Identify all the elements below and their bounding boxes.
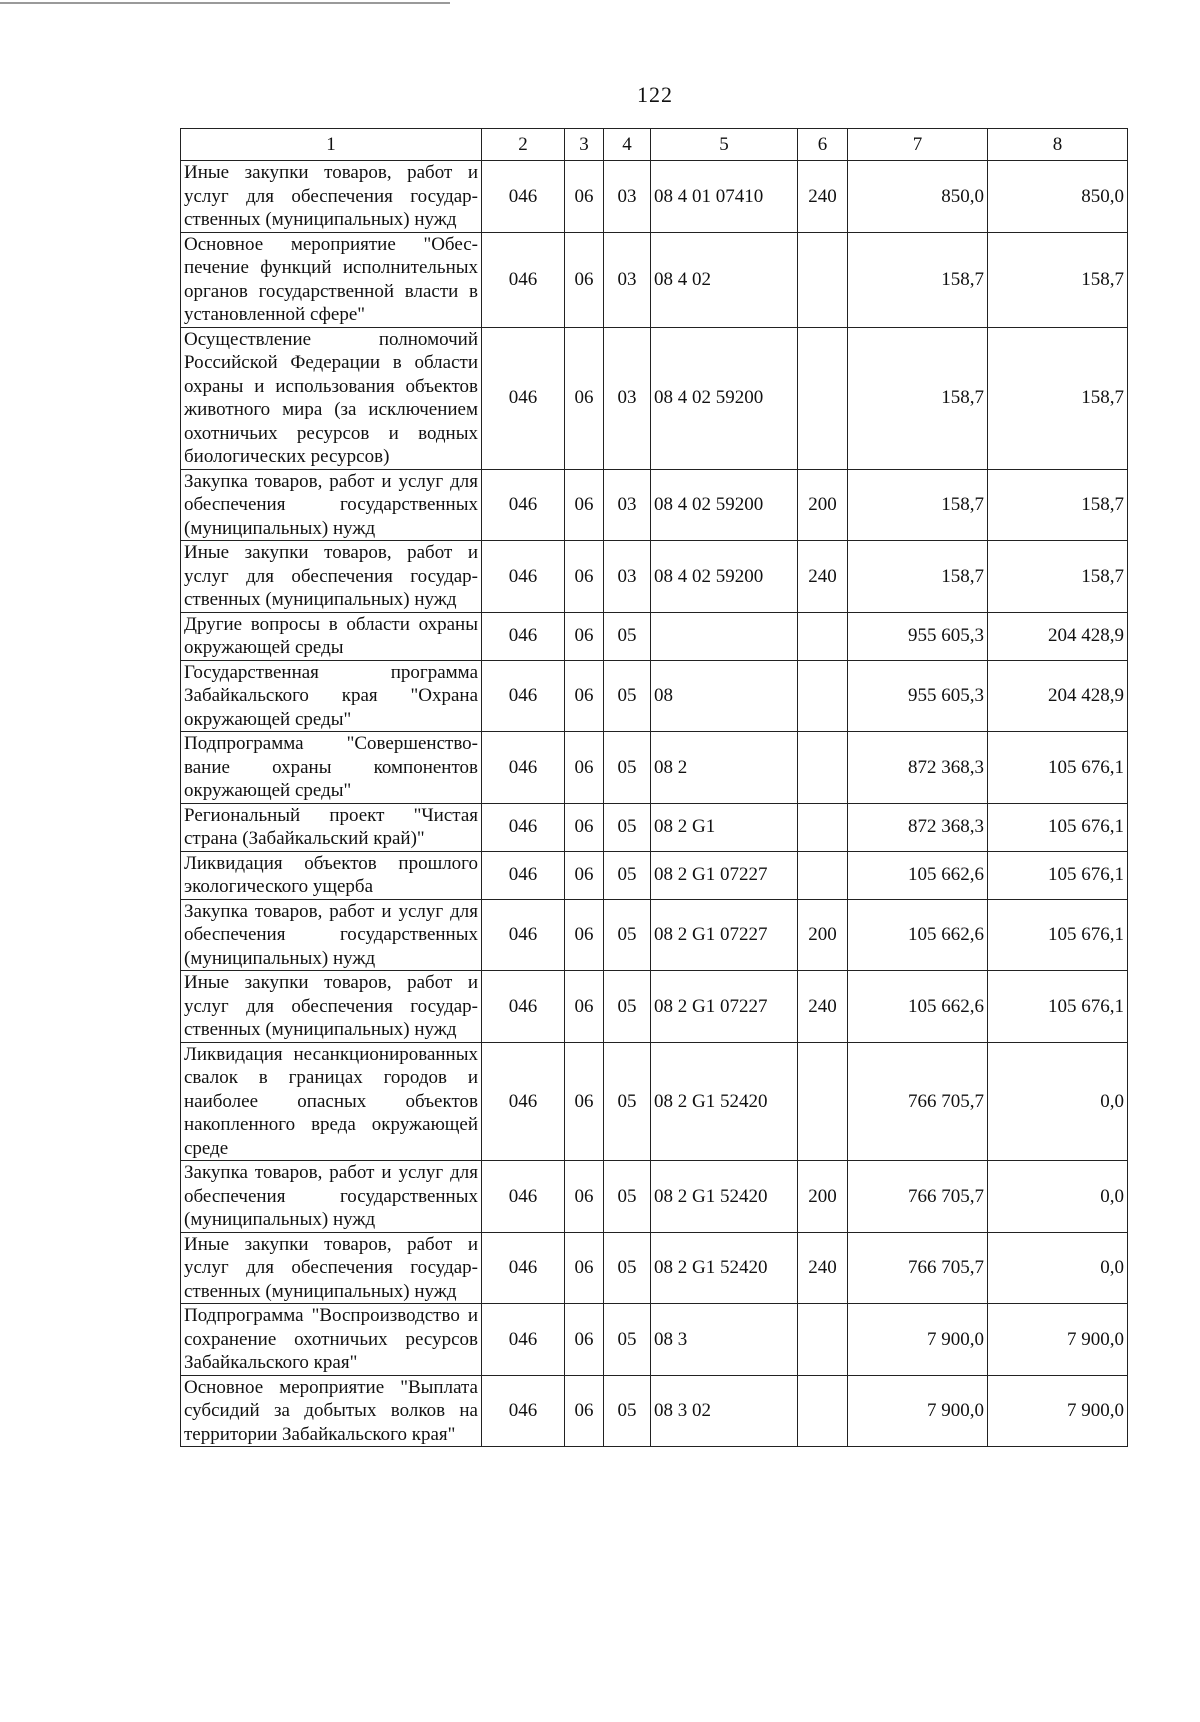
target-code: 08 4 01 07410 xyxy=(651,161,798,233)
expense-type-code xyxy=(798,1304,848,1376)
item-name: Другие вопросы в области охраны окружающей среды xyxy=(181,612,482,660)
amount-col7: 7 900,0 xyxy=(848,1304,988,1376)
amount-col7: 158,7 xyxy=(848,232,988,327)
amount-col8: 850,0 xyxy=(988,161,1128,233)
ministry-code: 046 xyxy=(482,1232,565,1304)
target-code: 08 4 02 59200 xyxy=(651,541,798,613)
section-code: 06 xyxy=(565,732,604,804)
subsection-code: 05 xyxy=(604,660,651,732)
amount-col7: 158,7 xyxy=(848,469,988,541)
subsection-code: 03 xyxy=(604,469,651,541)
ministry-code: 046 xyxy=(482,1042,565,1161)
target-code: 08 2 G1 07227 xyxy=(651,899,798,971)
target-code: 08 2 G1 07227 xyxy=(651,851,798,899)
target-code: 08 2 xyxy=(651,732,798,804)
item-name: Ликвидация объектов прошлого экологического ущерба xyxy=(181,851,482,899)
subsection-code: 05 xyxy=(604,612,651,660)
expense-type-code xyxy=(798,660,848,732)
table-row xyxy=(181,469,1128,541)
expense-type-code xyxy=(798,612,848,660)
expense-type-code: 200 xyxy=(798,899,848,971)
item-name: Иные закупки товаров, работ и услуг для обеспечения государственных (муниципальных) нужд xyxy=(181,971,482,1043)
amount-col7: 766 705,7 xyxy=(848,1232,988,1304)
subsection-code: 03 xyxy=(604,161,651,233)
section-code: 06 xyxy=(565,232,604,327)
amount-col8: 0,0 xyxy=(988,1232,1128,1304)
table-row xyxy=(181,232,1128,327)
section-code: 06 xyxy=(565,851,604,899)
column-header: 2 xyxy=(482,129,565,161)
target-code: 08 xyxy=(651,660,798,732)
ministry-code: 046 xyxy=(482,1304,565,1376)
subsection-code: 05 xyxy=(604,899,651,971)
section-code: 06 xyxy=(565,161,604,233)
amount-col7: 105 662,6 xyxy=(848,851,988,899)
amount-col8: 105 676,1 xyxy=(988,899,1128,971)
column-header: 6 xyxy=(798,129,848,161)
expense-type-code: 240 xyxy=(798,161,848,233)
expense-type-code: 240 xyxy=(798,541,848,613)
expense-type-code xyxy=(798,1375,848,1447)
table-row xyxy=(181,1375,1128,1447)
item-name: Иные закупки товаров, работ и услуг для обеспечения государственных (муниципальных) нужд xyxy=(181,541,482,613)
table-row xyxy=(181,1042,1128,1161)
target-code: 08 3 02 xyxy=(651,1375,798,1447)
section-code: 06 xyxy=(565,660,604,732)
expense-type-code xyxy=(798,232,848,327)
ministry-code: 046 xyxy=(482,541,565,613)
amount-col8: 158,7 xyxy=(988,541,1128,613)
table-row xyxy=(181,161,1128,233)
target-code: 08 3 xyxy=(651,1304,798,1376)
subsection-code: 05 xyxy=(604,1232,651,1304)
ministry-code: 046 xyxy=(482,1161,565,1233)
amount-col7: 766 705,7 xyxy=(848,1161,988,1233)
ministry-code: 046 xyxy=(482,327,565,469)
expense-type-code xyxy=(798,803,848,851)
item-name: Ликвидация несанкционированных свалок в границах городов и наиболее опасных объектов накопленного вреда окружающей среде xyxy=(181,1042,482,1161)
item-name: Закупка товаров, работ и услуг для обеспечения государственных (муниципальных) нужд xyxy=(181,1161,482,1233)
amount-col8: 7 900,0 xyxy=(988,1304,1128,1376)
page-number: 122 xyxy=(637,82,673,107)
expense-type-code: 200 xyxy=(798,469,848,541)
item-name: Иные закупки товаров, работ и услуг для обеспечения государственных (муниципальных) нужд xyxy=(181,161,482,233)
amount-col7: 158,7 xyxy=(848,541,988,613)
amount-col8: 158,7 xyxy=(988,327,1128,469)
subsection-code: 05 xyxy=(604,803,651,851)
table-body xyxy=(181,161,1128,1447)
header-row xyxy=(181,129,1128,161)
table-row xyxy=(181,971,1128,1043)
amount-col7: 872 368,3 xyxy=(848,732,988,804)
expense-type-code xyxy=(798,851,848,899)
ministry-code: 046 xyxy=(482,232,565,327)
column-header: 5 xyxy=(651,129,798,161)
top-border-line xyxy=(0,2,450,4)
section-code: 06 xyxy=(565,1304,604,1376)
ministry-code: 046 xyxy=(482,899,565,971)
table-row xyxy=(181,1161,1128,1233)
amount-col8: 158,7 xyxy=(988,232,1128,327)
target-code: 08 4 02 59200 xyxy=(651,327,798,469)
section-code: 06 xyxy=(565,971,604,1043)
amount-col7: 955 605,3 xyxy=(848,612,988,660)
ministry-code: 046 xyxy=(482,1375,565,1447)
item-name: Подпрограмма "Воспроизводство и сохранение охотничьих ресурсов Забайкальского края" xyxy=(181,1304,482,1376)
budget-table xyxy=(180,128,1128,1447)
amount-col7: 872 368,3 xyxy=(848,803,988,851)
section-code: 06 xyxy=(565,803,604,851)
section-code: 06 xyxy=(565,541,604,613)
item-name: Иные закупки товаров, работ и услуг для обеспечения государственных (муниципальных) нужд xyxy=(181,1232,482,1304)
section-code: 06 xyxy=(565,1375,604,1447)
subsection-code: 05 xyxy=(604,1042,651,1161)
column-header: 8 xyxy=(988,129,1128,161)
subsection-code: 05 xyxy=(604,732,651,804)
ministry-code: 046 xyxy=(482,971,565,1043)
item-name: Осуществление полномочий Российской Федерации в области охраны и использования объектов животного мира (за исключением охотничьих ресурсов и водных биологических ресурсов) xyxy=(181,327,482,469)
table-row xyxy=(181,1232,1128,1304)
target-code xyxy=(651,612,798,660)
table-row xyxy=(181,1304,1128,1376)
table-row xyxy=(181,660,1128,732)
target-code: 08 2 G1 52420 xyxy=(651,1232,798,1304)
subsection-code: 05 xyxy=(604,971,651,1043)
section-code: 06 xyxy=(565,469,604,541)
ministry-code: 046 xyxy=(482,851,565,899)
ministry-code: 046 xyxy=(482,161,565,233)
amount-col8: 7 900,0 xyxy=(988,1375,1128,1447)
subsection-code: 05 xyxy=(604,1161,651,1233)
ministry-code: 046 xyxy=(482,660,565,732)
amount-col8: 105 676,1 xyxy=(988,803,1128,851)
table-row xyxy=(181,803,1128,851)
subsection-code: 05 xyxy=(604,1304,651,1376)
expense-type-code: 240 xyxy=(798,971,848,1043)
item-name: Закупка товаров, работ и услуг для обеспечения государственных (муниципальных) нужд xyxy=(181,899,482,971)
section-code: 06 xyxy=(565,1042,604,1161)
expense-type-code: 200 xyxy=(798,1161,848,1233)
item-name: Основное мероприятие "Выплата субсидий за добытых волков на территории Забайкальского края" xyxy=(181,1375,482,1447)
table-row xyxy=(181,327,1128,469)
section-code: 06 xyxy=(565,327,604,469)
table-row xyxy=(181,732,1128,804)
target-code: 08 2 G1 xyxy=(651,803,798,851)
expense-type-code xyxy=(798,732,848,804)
amount-col7: 158,7 xyxy=(848,327,988,469)
column-header: 7 xyxy=(848,129,988,161)
amount-col7: 955 605,3 xyxy=(848,660,988,732)
amount-col7: 766 705,7 xyxy=(848,1042,988,1161)
item-name: Закупка товаров, работ и услуг для обеспечения государственных (муниципальных) нужд xyxy=(181,469,482,541)
amount-col8: 105 676,1 xyxy=(988,971,1128,1043)
ministry-code: 046 xyxy=(482,469,565,541)
subsection-code: 05 xyxy=(604,1375,651,1447)
item-name: Подпрограмма "Совершенствование охраны компонентов окружающей среды" xyxy=(181,732,482,804)
target-code: 08 4 02 59200 xyxy=(651,469,798,541)
subsection-code: 03 xyxy=(604,327,651,469)
table-row xyxy=(181,899,1128,971)
item-name: Региональный проект "Чистая страна (Забайкальский край)" xyxy=(181,803,482,851)
subsection-code: 03 xyxy=(604,541,651,613)
target-code: 08 2 G1 07227 xyxy=(651,971,798,1043)
subsection-code: 05 xyxy=(604,851,651,899)
section-code: 06 xyxy=(565,612,604,660)
table-row xyxy=(181,541,1128,613)
target-code: 08 2 G1 52420 xyxy=(651,1042,798,1161)
item-name: Основное мероприятие "Обеспечение функций исполнительных органов государственной власти в установленной сфере" xyxy=(181,232,482,327)
amount-col7: 105 662,6 xyxy=(848,971,988,1043)
amount-col7: 7 900,0 xyxy=(848,1375,988,1447)
ministry-code: 046 xyxy=(482,612,565,660)
column-header: 1 xyxy=(181,129,482,161)
target-code: 08 2 G1 52420 xyxy=(651,1161,798,1233)
section-code: 06 xyxy=(565,899,604,971)
amount-col8: 105 676,1 xyxy=(988,732,1128,804)
ministry-code: 046 xyxy=(482,803,565,851)
amount-col8: 204 428,9 xyxy=(988,660,1128,732)
column-header: 4 xyxy=(604,129,651,161)
expense-type-code xyxy=(798,1042,848,1161)
ministry-code: 046 xyxy=(482,732,565,804)
item-name: Государственная программа Забайкальского края "Охрана окружающей среды" xyxy=(181,660,482,732)
target-code: 08 4 02 xyxy=(651,232,798,327)
table-row xyxy=(181,851,1128,899)
expense-type-code xyxy=(798,327,848,469)
section-code: 06 xyxy=(565,1161,604,1233)
expense-type-code: 240 xyxy=(798,1232,848,1304)
amount-col7: 105 662,6 xyxy=(848,899,988,971)
amount-col8: 105 676,1 xyxy=(988,851,1128,899)
amount-col8: 0,0 xyxy=(988,1042,1128,1161)
column-header: 3 xyxy=(565,129,604,161)
table-row xyxy=(181,612,1128,660)
amount-col8: 158,7 xyxy=(988,469,1128,541)
subsection-code: 03 xyxy=(604,232,651,327)
amount-col8: 204 428,9 xyxy=(988,612,1128,660)
section-code: 06 xyxy=(565,1232,604,1304)
amount-col7: 850,0 xyxy=(848,161,988,233)
amount-col8: 0,0 xyxy=(988,1161,1128,1233)
